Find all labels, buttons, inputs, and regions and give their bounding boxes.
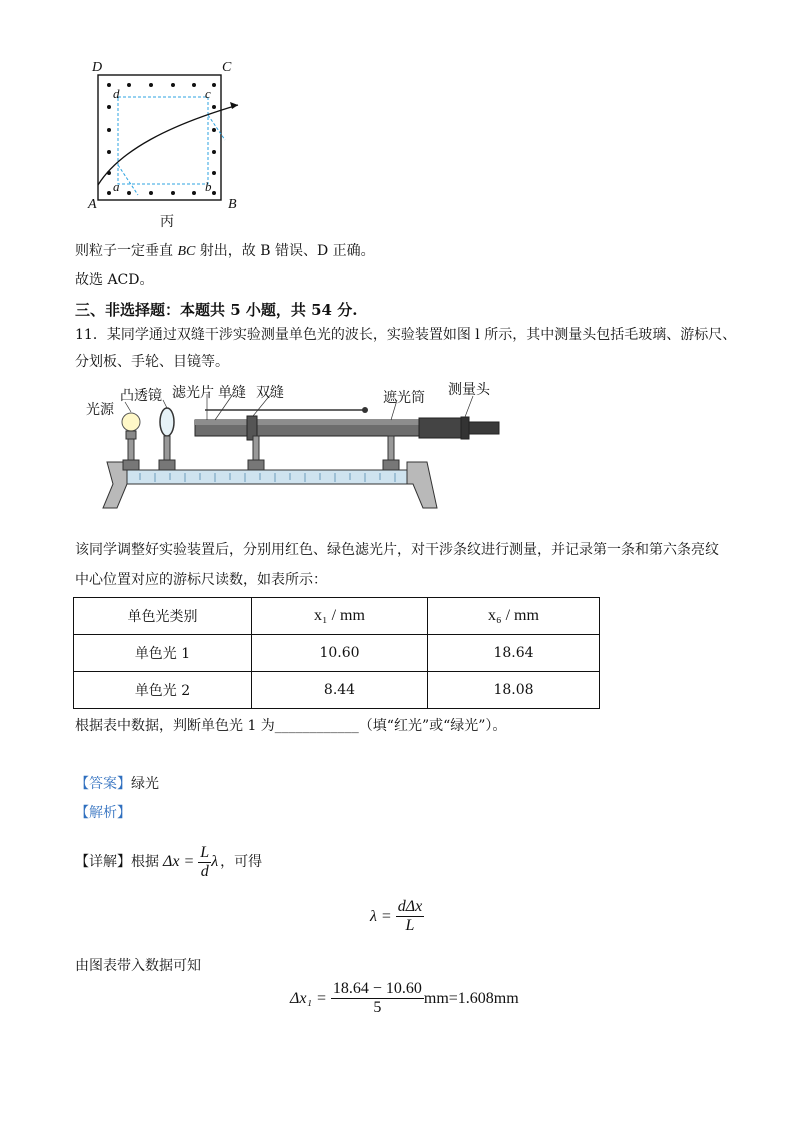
label-tube: 遮光筒 xyxy=(383,390,425,406)
table-header-cell: x₁ / mm xyxy=(252,598,428,635)
label-convex-lens: 凸透镜 xyxy=(120,388,162,404)
table-cell: 单色光 1 xyxy=(74,635,252,672)
figure-caption: 丙 xyxy=(160,214,174,230)
figure-bing xyxy=(80,55,250,235)
detail-lead: 根据 xyxy=(131,854,159,870)
inner-d-label: d xyxy=(113,86,120,101)
formula1-lhs: Δx = xyxy=(163,853,195,870)
table-header-cell: x₆ / mm xyxy=(428,598,600,635)
question-11-line2: 分划板、手轮、目镜等。 xyxy=(75,354,229,370)
measurement-table xyxy=(73,597,600,709)
field-dots xyxy=(107,83,216,195)
answer-line xyxy=(75,774,159,794)
corner-d-label: D xyxy=(92,60,103,75)
inner-a-label: a xyxy=(113,179,120,194)
formula1-tail: λ xyxy=(211,853,219,870)
inner-b-label: b xyxy=(205,179,212,194)
label-light-source: 光源 xyxy=(86,402,114,418)
detail-tag: 【详解】 xyxy=(75,854,131,870)
detail-line xyxy=(75,836,262,888)
label-single-slit: 单缝 xyxy=(218,385,246,401)
answer-tag: 【答案】 xyxy=(75,776,131,792)
table-row xyxy=(74,672,600,709)
table-cell: 10.60 xyxy=(252,635,428,672)
table-cell: 8.44 xyxy=(252,672,428,709)
formula1-fraction: $\frac{L}{d}$ xyxy=(200,843,210,880)
table-cell: 18.08 xyxy=(428,672,600,709)
label-measuring-head: 测量头 xyxy=(448,382,490,398)
label-double-slit: 双缝 xyxy=(256,385,284,401)
formula-3 xyxy=(290,980,519,1017)
fill-blank-question: 根据表中数据，判断单色光 1 为____________（填“红光”或“绿光”）。 xyxy=(75,718,507,734)
after-figure-line2: 中心位置对应的游标尺读数，如表所示： xyxy=(75,572,327,588)
table-header-cell: 单色光类别 xyxy=(74,598,252,635)
formula-2 xyxy=(370,898,424,935)
analysis-tag: 【解析】 xyxy=(75,805,131,821)
conclusion-line: 则粒子一定垂直 BC 射出，故 B 错误、D 正确。 xyxy=(75,243,375,259)
after-figure-line1: 该同学调整好实验装置后，分别用红色、绿色滤光片，对干涉条纹进行测量，并记录第一条和第六条亮纹 xyxy=(75,542,719,558)
section-heading: 三、非选择题：本题共 5 小题，共 54 分. xyxy=(75,301,358,319)
table-header-row xyxy=(74,598,600,635)
table-row xyxy=(74,635,600,672)
inner-c-label: c xyxy=(205,86,211,101)
question-11-line1: 11．某同学通过双缝干涉实验测量单色光的波长，实验装置如图 l 所示，其中测量头包括毛玻璃、游标尺、 xyxy=(75,327,737,343)
formula2-lhs: λ = xyxy=(370,907,392,925)
formula2-fraction: $\frac{\text{dΔx}}{L}$ xyxy=(397,898,423,934)
formula3-lhs: Δx₁ = xyxy=(290,989,327,1007)
detail-after: ，可得 xyxy=(220,854,263,870)
table-cell: 18.64 xyxy=(428,635,600,672)
corner-a-label: A xyxy=(88,197,97,212)
formula3-tail: mm=1.608mm xyxy=(423,989,519,1007)
corner-b-label: B xyxy=(228,197,237,212)
choice-line: 故选 ACD。 xyxy=(75,272,154,288)
label-filter: 滤光片 xyxy=(172,385,214,401)
formula3-fraction: $\frac{18.64 - 10.60}{5}$ xyxy=(332,980,422,1016)
table-cell: 单色光 2 xyxy=(74,672,252,709)
corner-c-label: C xyxy=(222,60,232,75)
data-intro-line: 由图表带入数据可知 xyxy=(75,958,201,974)
answer-text: 绿光 xyxy=(131,776,159,792)
